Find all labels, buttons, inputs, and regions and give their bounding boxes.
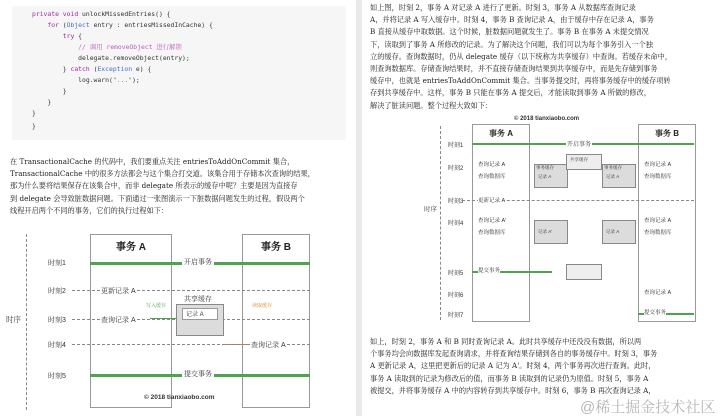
text-line: 被提交，并将事务缓存 A 中的内容转存到共享缓存中。时刻 6，事务 B 再次查询记录 A， bbox=[370, 385, 656, 395]
right-page bbox=[362, 0, 720, 416]
event-commit: 提交事务 bbox=[184, 371, 212, 378]
time-label: 时刻3 bbox=[48, 317, 66, 324]
write-arrow bbox=[150, 318, 176, 319]
code-block bbox=[12, 6, 346, 140]
cache-item: 记录 A bbox=[538, 174, 552, 179]
tx-b-column bbox=[242, 234, 310, 408]
text-line: 缓存中，也就是 entriesToAddOnCommit 集合。当事务提交时，再将事务缓存中的缓存项转 bbox=[370, 76, 671, 86]
event-b: 提交事务 bbox=[644, 310, 667, 316]
text-line: 在 TransactionalCache 的代码中，我们要重点关注 entriesToAddOnCommit 集合， bbox=[10, 157, 295, 166]
text-line: 如上图，时刻 2，事务 A 对记录 A 进行了更新。时刻 3，事务 A 从数据库查询记录 bbox=[370, 3, 636, 12]
event-b: 查询数据库 bbox=[644, 174, 672, 180]
text-line: 如上，时刻 2，事务 A 和 B 同时查询记录 A。此时共享缓存中还没没有数据，所以两 bbox=[370, 337, 642, 346]
tx-a-title: 事务 A bbox=[489, 129, 513, 138]
time-label: 时刻6 bbox=[448, 293, 464, 299]
time-axis bbox=[26, 234, 27, 410]
cache-item: 记录 A' bbox=[538, 229, 553, 234]
code-line: } bbox=[32, 98, 52, 106]
time-label: 时刻4 bbox=[48, 342, 66, 349]
time-axis bbox=[440, 126, 441, 320]
time-label: 时刻2 bbox=[48, 288, 66, 295]
text-line: 解决了脏读问题。整个过程大致如下： bbox=[370, 100, 493, 110]
dirty-read-diagram bbox=[0, 226, 356, 416]
text-line: 个事务均会向数据库发起查询请求，并将查询结果存储到各自的事务缓存中。时刻 3，事务 bbox=[370, 349, 658, 359]
text-line: 那为什么要将结果保存在该集合中，而非 delegate 所表示的缓存中呢？主要是因为直接存 bbox=[10, 181, 298, 191]
code-line: for (Object entry : entriesMissedInCache) { bbox=[47, 21, 213, 29]
event-query: 查询记录 A bbox=[101, 317, 136, 324]
cache-entry-label: 记录 A bbox=[186, 312, 204, 318]
text-line: 事务 A 读取到的记录为修改后的值，而事务 B 读取到的记录仍为原值。时刻 5，事务 A bbox=[370, 373, 649, 383]
text-line: A，并将记录 A 写入缓存中。时刻 4，事务 B 查询记录 A，由于缓存中存在记录 A，事务 bbox=[370, 15, 654, 25]
shared-cache-box bbox=[566, 264, 602, 280]
code-line: private void unlockMissedEntries() { bbox=[32, 10, 171, 18]
code-line: try { bbox=[62, 32, 83, 40]
event-a: 查询数据库 bbox=[478, 174, 506, 180]
tx-b-title: 事务 B bbox=[261, 242, 291, 253]
event-b: 查询记录 A bbox=[644, 218, 672, 224]
left-page bbox=[0, 0, 356, 416]
body-paragraph bbox=[10, 156, 346, 217]
event-b: 查询数据库 bbox=[644, 230, 672, 236]
watermark: @稀土掘金技术社区 bbox=[580, 399, 716, 416]
time-label: 时刻5 bbox=[48, 373, 66, 380]
text-line: A 更新记录 A，这里把更新后的记录 A 记为 A'。时刻 4，两个事务再次进行查询。此时， bbox=[370, 361, 656, 371]
text-line: 则查询数据库。存储查询结果时，并不直接存储查询结果到共享缓存中，而是先存储到事务 bbox=[370, 64, 658, 74]
intro-paragraph bbox=[370, 2, 714, 112]
cache-item: 记录 A bbox=[606, 229, 620, 234]
figure-copyright: © 2018 tianxiaobo.com bbox=[144, 394, 215, 401]
tx-cache-diagram bbox=[362, 114, 720, 324]
code-line: log.warn("..."); bbox=[32, 76, 140, 84]
text-line: B 直接从缓存中取数据。这个时候，脏数据问题就发生了。事务 B 在事务 A 未提交情况 bbox=[370, 27, 649, 37]
time-label: 时刻1 bbox=[448, 143, 464, 149]
text-line: 到 delegate 会导致脏数据问题。下面通过一张图演示一下脏数据问题发生的过程，假设两个 bbox=[10, 193, 305, 203]
code-line: delegate.removeObject(entry); bbox=[32, 54, 190, 62]
sequence-axis-label: 时序 bbox=[6, 315, 21, 324]
code-comment: // 调用 removeObject 进行解锁 bbox=[32, 43, 182, 51]
time-label: 时刻5 bbox=[448, 271, 464, 277]
event-a: 查询记录 A bbox=[478, 162, 506, 168]
cache-item: 记录 A bbox=[606, 174, 620, 179]
code-line: } bbox=[32, 87, 67, 95]
write-cache-label: 写入缓存 bbox=[146, 303, 167, 309]
shared-cache-label: 共享缓存 bbox=[570, 157, 588, 162]
event-start: 开启事务 bbox=[184, 259, 212, 266]
code-line: } catch (Exception e) { bbox=[32, 65, 152, 73]
time-label: 时刻4 bbox=[448, 221, 464, 227]
event-a: 提交事务 bbox=[478, 268, 501, 274]
tx-b-title: 事务 B bbox=[655, 129, 679, 138]
time-label: 时刻2 bbox=[448, 166, 464, 172]
code-line: } bbox=[32, 109, 36, 117]
event-start: 开启事务 bbox=[566, 139, 592, 148]
read-cache-label: 读取缓存 bbox=[252, 303, 273, 309]
time-label: 时刻7 bbox=[448, 313, 464, 319]
text-line: 下，读取到了事务 A 所修改的记录。为了解决这个问题，我们可以为每个事务引入一个独 bbox=[370, 39, 653, 49]
event-a: 查询记录 A' bbox=[478, 218, 507, 224]
event-b: 查询记录 A bbox=[644, 290, 672, 296]
outro-paragraph bbox=[370, 336, 714, 397]
shared-cache-label: 共享缓存 bbox=[184, 296, 212, 303]
text-line: 线程开启两个不同的事务，它们的执行过程如下： bbox=[10, 205, 169, 215]
tx-cache-label: 事务缓存 bbox=[536, 165, 554, 170]
time-label: 时刻1 bbox=[48, 260, 66, 267]
text-line: 立的缓存。查询数据时，仍从 delegate 缓存（以下统称为共享缓存）中查询。若缓存未命中， bbox=[370, 51, 672, 61]
tx-cache-label: 事务缓存 bbox=[604, 165, 622, 170]
event-update: 更新记录 A bbox=[101, 288, 136, 295]
figure-copyright: © 2018 tianxiaobo.com bbox=[514, 116, 580, 122]
time-label: 时刻3 bbox=[448, 199, 464, 205]
event-a: 查询数据库 bbox=[478, 230, 506, 236]
sequence-axis-label: 时序 bbox=[424, 206, 437, 213]
tx-a-title: 事务 A bbox=[116, 242, 146, 253]
event-query-b: 查询记录 A bbox=[251, 342, 286, 349]
event-a: 更新记录 A bbox=[478, 198, 506, 204]
event-b: 查询记录 A bbox=[644, 162, 672, 168]
text-line: TransactionalCache 中的很多方法都会与这个集合打交道。该集合用于存储本次查询的结果， bbox=[10, 169, 315, 179]
text-line: 存到共享缓存中。这样，事务 B 只能在事务 A 提交后，才能读取到事务 A 所做的修改， bbox=[370, 88, 651, 98]
code-line: } bbox=[32, 122, 36, 130]
